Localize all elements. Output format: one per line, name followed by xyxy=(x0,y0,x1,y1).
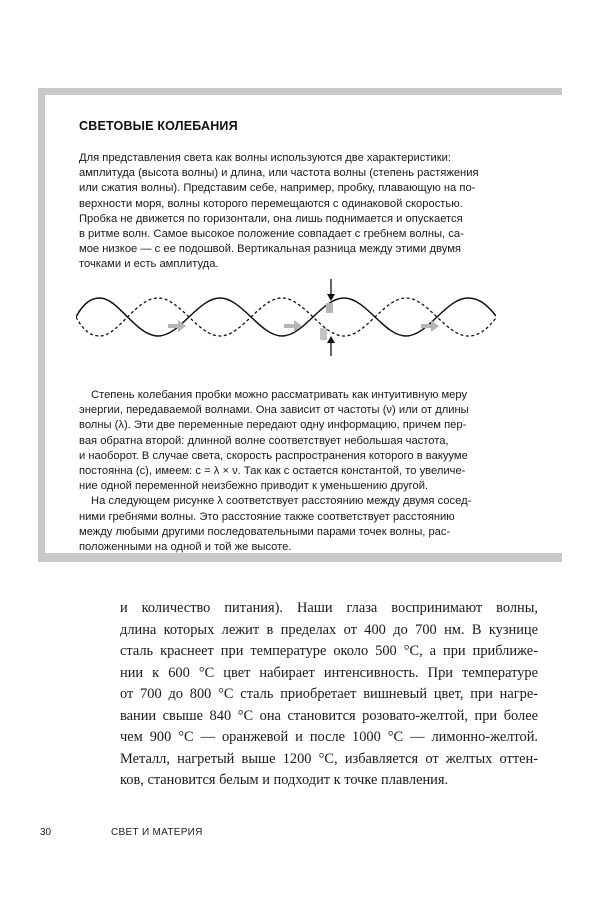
text-line: нии к 600 °С цвет набирает интенсивность. При температуре xyxy=(120,664,538,681)
text-line: точками и есть амплитуда. xyxy=(79,258,219,271)
propagation-arrow xyxy=(421,320,439,332)
text-line: чем 900 °С — оранжевой и после 1000 °С — лимонно-желтой. xyxy=(120,729,538,745)
arrowhead-up xyxy=(327,336,335,343)
text-line: Для представления света как волны используются две характеристики: xyxy=(79,152,451,164)
text-line: На следующем рисунке λ соответствует расстоянию между двумя сосед- xyxy=(91,495,472,508)
text-line: и наоборот. В случае света, скорость распространения которого в вакууме xyxy=(79,449,468,462)
text-line: ними гребнями волны. Это расстояние также соответствует расстоянию xyxy=(79,510,455,523)
wave-diagram xyxy=(76,276,496,358)
sidebar-paragraph-2 xyxy=(79,388,507,555)
page-number: 30 xyxy=(40,827,52,838)
text-line: Степень колебания пробки можно рассматривать как интуитивную меру xyxy=(91,389,468,401)
text-line: Металл, нагретый выше 1200 °С, избавляется от желтых оттен- xyxy=(120,750,538,767)
text-line: Пробка не движется по горизонтали, она лишь поднимается и опускается xyxy=(79,212,463,225)
propagation-arrow xyxy=(284,320,302,332)
text-line: в ритме волн. Самое высокое положение совпадает с гребнем волны, са- xyxy=(79,228,464,241)
text-line: мое низкое — с ее подошвой. Вертикальная разница между этими двумя xyxy=(79,243,461,256)
text-line: сталь краснеет при температуре около 500 °С, а при приближе- xyxy=(120,643,538,659)
cork-top xyxy=(326,303,333,313)
text-line: верхности моря, волны которого перемещаются с одинаковой скоростью. xyxy=(79,197,463,210)
text-line: энергии, передаваемой волнами. Она зависит от частоты (ν) или от длины xyxy=(79,404,469,417)
text-line: волны (λ). Эти две переменные передают одну информацию, причем пер- xyxy=(79,419,467,432)
text-line: от 700 до 800 °С сталь приобретает вишневый цвет, при нагре- xyxy=(120,686,538,702)
sidebar-paragraph-1 xyxy=(79,151,507,273)
sidebar-title: СВЕТОВЫЕ КОЛЕБАНИЯ xyxy=(79,119,238,133)
text-line: амплитуда (высота волны) и длина, или частота волны (степень растяжения xyxy=(79,167,479,180)
cork-bottom xyxy=(320,328,327,340)
text-line: вании свыше 840 °С она становится розовато-желтой, при более xyxy=(120,707,538,724)
text-line: ков, становится белым и подходит к точке плавления. xyxy=(120,772,449,788)
text-line: ние одной переменной неизбежно приводит к уменьшению другой. xyxy=(79,480,429,493)
text-line: постоянна (c), имеем: c = λ × ν. Так как c остается константой, то увеличе- xyxy=(79,465,466,478)
text-line: и количество питания). Наши глаза воспринимают волны, xyxy=(120,600,538,616)
text-line: между любыми другими последовательными парами точек волны, рас- xyxy=(79,525,451,538)
text-line: длина которых лежит в пределах от 400 до 700 нм. В кузнице xyxy=(120,621,538,638)
body-text xyxy=(120,598,538,792)
text-line: положенными на одной и той же высоте. xyxy=(79,541,292,554)
text-line: или сжатия волны). Представим себе, например, пробку, плавающую на по- xyxy=(79,182,476,195)
running-head: СВЕТ И МАТЕРИЯ xyxy=(111,827,203,838)
text-line: вая обратна второй: длинной волне соответствует небольшая частота, xyxy=(79,434,449,447)
